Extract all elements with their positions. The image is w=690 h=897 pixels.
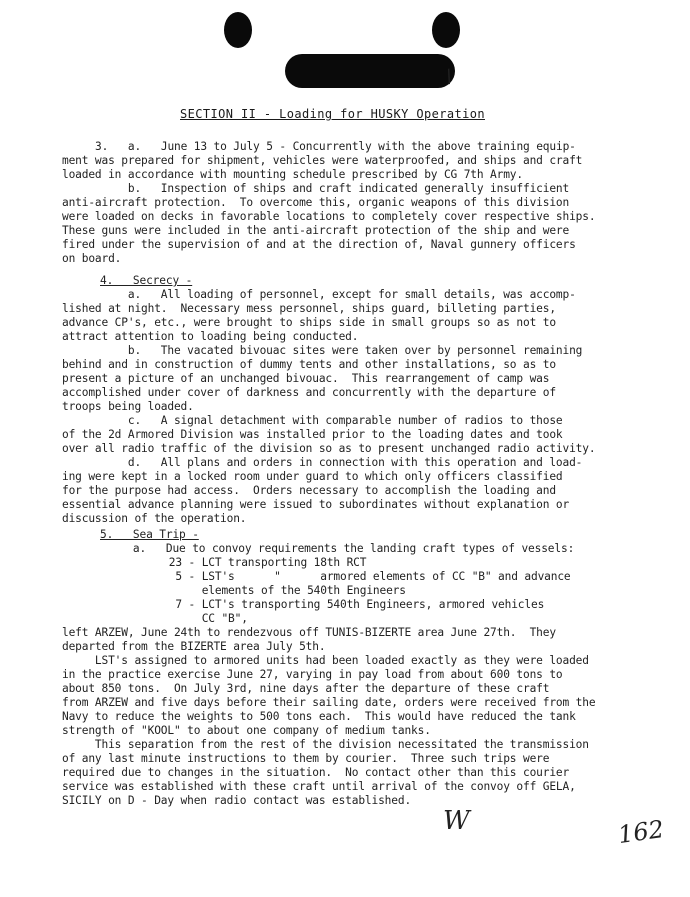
text-line: about 850 tons. On July 3rd, nine days after the departure of these craft [62, 682, 550, 695]
text-line: SICILY on D - Day when radio contact was established. [62, 794, 412, 807]
text-line: Navy to reduce the weights to 500 tons each. This would have reduced the tank [62, 710, 576, 723]
text-line: ment was prepared for shipment, vehicles were waterproofed, and ships and craft [62, 154, 583, 167]
text-line: 5 - LST's " armored elements of CC "B" and advance [70, 570, 571, 583]
text-line: 3. a. June 13 to July 5 - Concurrently with the above training equip- [95, 140, 576, 153]
text-line: present a picture of an unchanged bivouac. This rearrangement of camp was [62, 372, 550, 385]
punch-hole-left [224, 12, 252, 48]
subsection-heading: 5. Sea Trip - [100, 528, 199, 541]
punch-hole-right [432, 12, 460, 48]
text-line: a. Due to convoy requirements the landing craft types of vessels: [100, 542, 575, 555]
text-line: essential advance planning were issued to subordinates without explanation or [62, 498, 570, 511]
text-line: d. All plans and orders in connection with this operation and load- [62, 456, 583, 469]
text-line: service was established with these craft until arrival of the convoy off GELA, [62, 780, 576, 793]
text-line: discussion of the operation. [62, 512, 247, 525]
text-line: anti-aircraft protection. To overcome this, organic weapons of this division [62, 196, 570, 209]
text-line: advance CP's, etc., were brought to ships side in small groups so as not to [62, 316, 556, 329]
text-line: troops being loaded. [62, 400, 194, 413]
text-line: strength of "KOOL" to about one company of medium tanks. [62, 724, 431, 737]
text-line: 23 - LCT transporting 18th RCT [70, 556, 367, 569]
handwritten-initials: W [443, 806, 470, 836]
text-line: loaded in accordance with mounting schedule prescribed by CG 7th Army. [62, 168, 523, 181]
text-line: behind and in construction of dummy tents and other installations, so as to [62, 358, 556, 371]
text-line: from ARZEW and five days before their sailing date, orders were received from the [62, 696, 596, 709]
text-line: lished at night. Necessary mess personnel, ships guard, billeting parties, [62, 302, 556, 315]
text-line: in the practice exercise June 27, varying in pay load from about 600 tons to [62, 668, 563, 681]
text-line: departed from the BIZERTE area July 5th. [62, 640, 326, 653]
subsection-heading: 4. Secrecy - [100, 274, 193, 287]
text-line: b. Inspection of ships and craft indicated generally insufficient [62, 182, 570, 195]
text-line: ing were kept in a locked room under guard to which only officers classified [62, 470, 563, 483]
text-line: These guns were included in the anti-aircraft protection of the ship and were [62, 224, 570, 237]
section-title [180, 107, 485, 121]
text-line: b. The vacated bivouac sites were taken over by personnel remaining [62, 344, 583, 357]
text-line: accomplished under cover of darkness and concurrently with the departure of [62, 386, 556, 399]
text-line: a. All loading of personnel, except for small details, was accomp- [62, 288, 576, 301]
text-line: CC "B", [70, 612, 248, 625]
text-line: attract attention to loading being conducted. [62, 330, 359, 343]
handwritten-mark: ∕ [442, 65, 456, 88]
text-line: over all radio traffic of the division so as to present unchanged radio activity. [62, 442, 596, 455]
text-line: c. A signal detachment with comparable number of radios to those [62, 414, 563, 427]
redaction-bar [285, 54, 455, 88]
text-line: 7 - LCT's transporting 540th Engineers, armored vehicles [70, 598, 545, 611]
text-line: This separation from the rest of the division necessitated the transmission [62, 738, 589, 751]
text-line: fired under the supervision of and at the direction of, Naval gunnery officers [62, 238, 576, 251]
text-line: of any last minute instructions to them by courier. Three such trips were [62, 752, 550, 765]
section-title-text: SECTION II - Loading for HUSKY Operation [180, 107, 485, 121]
text-line: for the purpose had access. Orders necessary to accomplish the loading and [62, 484, 556, 497]
text-line: LST's assigned to armored units had been loaded exactly as they were loaded [62, 654, 589, 667]
text-line: were loaded on decks in favorable locations to completely cover respective ships. [62, 210, 596, 223]
text-line: elements of the 540th Engineers [70, 584, 406, 597]
text-line: required due to changes in the situation. No contact other than this courier [62, 766, 570, 779]
handwritten-page-number: 162 [616, 814, 666, 850]
text-line: left ARZEW, June 24th to rendezvous off TUNIS-BIZERTE area June 27th. They [62, 626, 556, 639]
text-line: of the 2d Armored Division was installed prior to the loading dates and took [62, 428, 563, 441]
text-line: on board. [62, 252, 122, 265]
